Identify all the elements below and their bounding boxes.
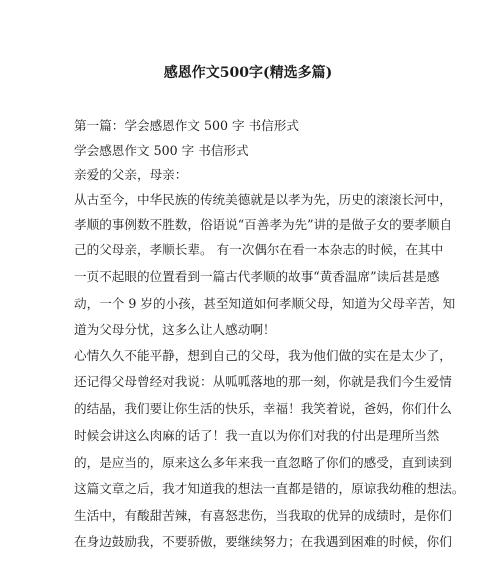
text-line: 从古至今，中华民族的传统美德就是以孝为先，历史的滚滚长河中， [74,192,452,207]
text-line: 孝顺的事例数不胜数，俗语说“百善孝为先”讲的是做子女的要孝顺自 [74,217,453,232]
text-line: 还记得父母曾经对我说：从呱呱落地的那一刻，你就是我们今生爱情 [74,374,452,389]
text-line: 的结晶，我们要让你生活的快乐，幸福！我笑着说，爸妈，你们什么 [74,401,452,416]
text-line: 生活中，有酸甜苦辣，有喜怒悲伤，当我取的优异的成绩时，是你们 [74,508,452,523]
text-line: 心情久久不能平静，想到自己的父母，我为他们做的实在是太少了， [74,348,452,363]
text-line: 这篇文章之后，我才知道我的想法一直都是错的，原谅我幼稚的想法。 [74,481,465,496]
text-line: 道为父母分忧，这多么让人感动啊！ [74,322,276,337]
text-line: 亲爱的父亲，母亲： [74,167,188,182]
text-line: 的，是应当的，原来这么多年来我一直忽略了你们的感受，直到读到 [74,455,452,470]
text-line: 动，一个 9 岁的小孩，甚至知道如何孝顺父母，知道为父母辛苦，知 [74,296,456,311]
text-line: 在身边鼓励我，不要骄傲，要继续努力；在我遇到困难的时候，你们 [74,534,452,549]
document-title: 感恩作文500字(精选多篇) [163,65,333,81]
text-line: 己的父母亲，孝顺长辈。 有一次偶尔在看一本杂志的时候，在其中 [74,242,444,257]
text-line: 第一篇：学会感恩作文 500 字 书信形式 [74,118,299,133]
text-line: 一页不起眼的位置看到一篇古代孝顺的故事“黄香温席”读后甚是感 [74,269,440,284]
text-line: 时候会讲这么肉麻的话了！我一直以为你们对我的付出是理所当然 [74,428,440,443]
text-line: 学会感恩作文 500 字 书信形式 [74,143,249,158]
